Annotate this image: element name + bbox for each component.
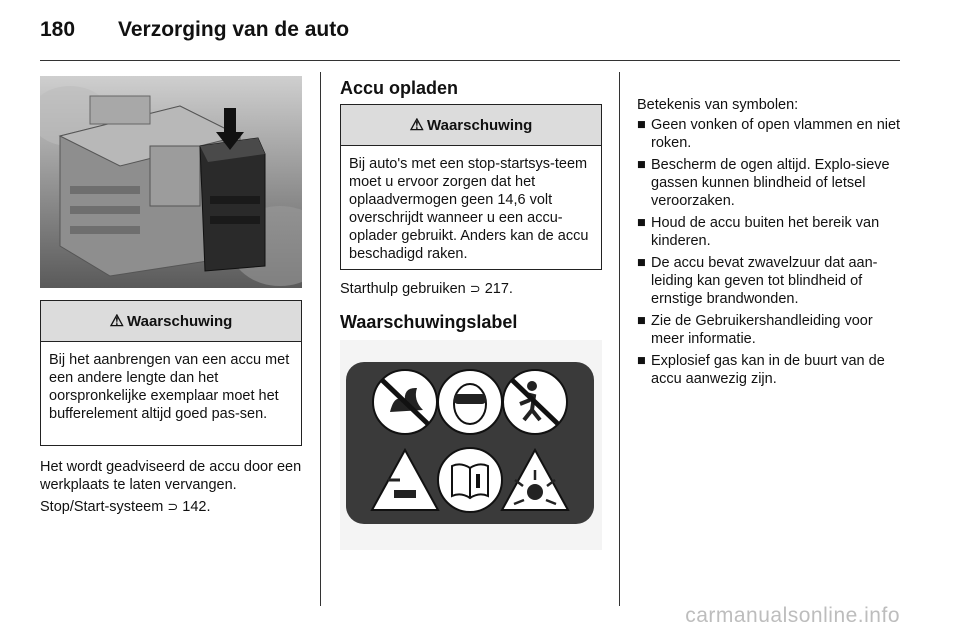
column-divider bbox=[619, 72, 620, 606]
battery-replacement-paragraph: Het wordt geadviseerd de accu door een werkplaats te laten vervangen. bbox=[40, 459, 302, 493]
xref-label: Starthulp gebruiken bbox=[340, 281, 466, 297]
list-item bbox=[637, 312, 903, 348]
warning-label-image bbox=[340, 340, 602, 550]
page-number: 180 bbox=[40, 18, 76, 41]
list-item bbox=[637, 254, 903, 308]
warning-box bbox=[40, 300, 302, 446]
warning-heading: Waarschuwing bbox=[427, 116, 533, 134]
list-item bbox=[637, 352, 903, 388]
list-item-text: De accu bevat zwavelzuur dat aan-leiding kan geven tot blindheid of ernstige brandwonden. bbox=[651, 255, 878, 307]
warning-heading: Waarschuwing bbox=[127, 312, 233, 330]
goggles-icon bbox=[438, 370, 502, 434]
xref-arrow-icon: ⊃ bbox=[167, 499, 179, 514]
bullet-icon: ■ bbox=[637, 313, 646, 329]
watermark: carmanualsonline.info bbox=[685, 604, 900, 627]
column-divider bbox=[320, 72, 321, 606]
xref-arrow-icon: ⊃ bbox=[469, 281, 481, 296]
xref-page: 142. bbox=[182, 499, 211, 515]
warning-box bbox=[340, 104, 602, 270]
bullet-icon: ■ bbox=[637, 157, 646, 173]
list-item bbox=[637, 214, 903, 250]
manual-icon bbox=[438, 448, 502, 512]
section-heading: Waarschuwingslabel bbox=[340, 312, 518, 332]
warning-triangle-icon: ⚠ bbox=[409, 117, 425, 134]
keep-children-away-icon bbox=[503, 370, 567, 434]
section-heading: Accu opladen bbox=[340, 78, 459, 98]
header-divider bbox=[40, 60, 900, 61]
bullet-icon: ■ bbox=[637, 353, 646, 369]
symbols-list bbox=[637, 116, 903, 392]
list-item-text: Zie de Gebruikershandleiding voor meer informatie. bbox=[651, 313, 873, 347]
warning-triangle-icon: ⚠ bbox=[109, 313, 125, 330]
page-header bbox=[40, 12, 900, 56]
battery-photo bbox=[40, 76, 302, 288]
list-item bbox=[637, 156, 903, 210]
warning-header bbox=[41, 301, 301, 342]
xref-page: 217. bbox=[484, 281, 513, 297]
cross-reference[interactable] bbox=[340, 280, 602, 298]
bullet-icon: ■ bbox=[637, 215, 646, 231]
list-item-text: Geen vonken of open vlammen en niet roken. bbox=[651, 117, 901, 151]
list-item-text: Houd de accu buiten het bereik van kinderen. bbox=[651, 215, 880, 249]
warning-text: Bij het aanbrengen van een accu met een andere lengte dan het oorspronkelijke exemplaar moet het bufferelement altijd goed pas-sen. bbox=[49, 352, 290, 422]
list-item-text: Bescherm de ogen altijd. Explo-sieve gassen kunnen blindheid of letsel veroorzaken. bbox=[651, 157, 890, 209]
xref-label: Stop/Start-systeem bbox=[40, 499, 164, 515]
warning-text: Bij auto's met een stop-startsys-teem moet u ervoor zorgen dat het oplaadvermogen geen 14,6 volt overschrijdt wanneer u een accu-oplader gebruikt. Anders kan de accu beschadigd raken. bbox=[349, 156, 589, 262]
warning-header bbox=[341, 105, 601, 146]
no-fire-icon bbox=[373, 370, 437, 434]
symbols-intro: Betekenis van symbolen: bbox=[637, 97, 799, 113]
page-title: Verzorging van de auto bbox=[118, 18, 350, 41]
cross-reference[interactable] bbox=[40, 498, 302, 516]
list-item bbox=[637, 116, 903, 152]
bullet-icon: ■ bbox=[637, 255, 646, 271]
bullet-icon: ■ bbox=[637, 117, 646, 133]
car-battery-photo-icon bbox=[40, 76, 302, 288]
list-item-text: Explosief gas kan in de buurt van de accu aanwezig zijn. bbox=[651, 353, 885, 387]
